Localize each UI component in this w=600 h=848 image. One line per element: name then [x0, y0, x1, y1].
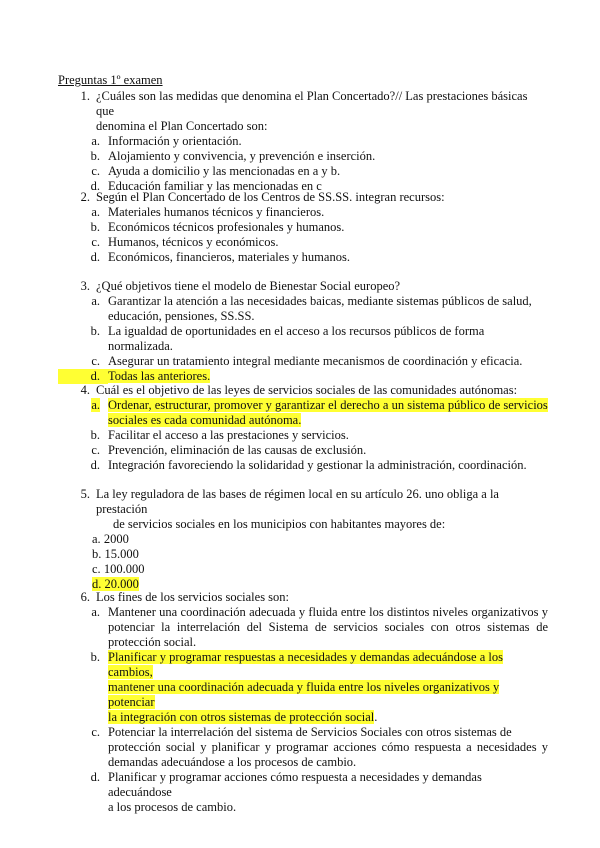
option-a: a. Materiales humanos técnicos y financieros. [91, 205, 325, 219]
option-d: d. Económicos, financieros, materiales y humanos. [90, 250, 350, 264]
question-text: Cuál es el objetivo de las leyes de servicios sociales de las comunidades autónomas: [96, 383, 518, 397]
option-d-highlighted: d. Todas las anteriores. [58, 369, 548, 384]
option-b: b. Económicos técnicos profesionales y humanos. [90, 220, 345, 234]
question-3 [58, 279, 548, 384]
option-b: b. La igualdad de oportunidades en el acceso a los recursos públicos de forma normalizada. [90, 324, 485, 353]
option-b: b. Facilitar el acceso a las prestaciones y servicios. [90, 428, 349, 442]
question-4 [58, 383, 548, 473]
question-text: ¿Qué objetivos tiene el modelo de Bienestar Social europeo? [96, 279, 401, 293]
option-c: c. Ayuda a domicilio y las mencionadas en a y b. [91, 164, 341, 178]
option-d: d. Integración favoreciendo la solidaridad y gestionar la administración, coordinación. [90, 458, 527, 472]
option-a: a. Información y orientación. [91, 134, 242, 148]
question-2 [58, 190, 548, 265]
question-number: 4. [80, 383, 90, 397]
option-a: a. Garantizar la atención a las necesidades baicas, mediante sistemas públicos de salud, educación, pensiones, SS.SS. [91, 294, 532, 323]
question-text: La ley reguladora de las bases de régimen local en su artículo 26. uno obliga a la prestación [96, 487, 499, 516]
question-text: denomina el Plan Concertado son: [96, 119, 268, 133]
option-c: c. Potenciar la interrelación del sistema de Servicios Sociales con otros sistemas de protección social y planificar y programar acciones cómo respuesta a necesidades y demandas adecuándose a los procesos de cambio. [91, 725, 548, 769]
option-a: a. Mantener una coordinación adecuada y fluida entre los distintos niveles organizativos y potenciar la interrelación del Sistema de servicios sociales con otros sistemas de protección social. [91, 605, 548, 649]
option-a-highlighted: a. Ordenar, estructurar, promover y garantizar el derecho a un sistema público de servicios sociales es cada comunidad autónoma. [91, 398, 548, 427]
option-b: b. 15.000 [92, 547, 139, 561]
option-b: b. Alojamiento y convivencia, y prevención e inserción. [90, 149, 376, 163]
question-text: ¿Cuáles son las medidas que denomina el Plan Concertado?// Las prestaciones básicas que [96, 89, 528, 118]
question-text: Según el Plan Concertado de los Centros de SS.SS. integran recursos: [96, 190, 445, 204]
page-title: Preguntas 1º examen [58, 73, 163, 87]
question-text: Los fines de los servicios sociales son: [96, 590, 290, 604]
question-1 [58, 89, 548, 194]
option-c: c. Humanos, técnicos y económicos. [91, 235, 279, 249]
question-number: 6. [80, 590, 90, 604]
question-number: 5. [80, 487, 90, 501]
question-6 [58, 590, 548, 815]
option-d-highlighted: d. 20.000 [92, 577, 139, 591]
option-d: d. Educación familiar y las mencionadas en c [90, 179, 322, 193]
option-b-highlighted: b. Planificar y programar respuestas a necesidades y demandas adecuándose a los cambios, mantener una coordinación adecuada y fluida entre los niveles organizativos y potenciar la integración con otros sistemas de protección social. [90, 650, 503, 724]
question-5 [58, 487, 548, 592]
option-c: c. Prevención, eliminación de las causas de exclusión. [91, 443, 367, 457]
option-c: c. 100.000 [92, 562, 145, 576]
question-number: 1. [80, 89, 90, 103]
question-text: de servicios sociales en los municipios con habitantes mayores de: [113, 517, 446, 531]
question-number: 2. [80, 190, 90, 204]
option-a: a. 2000 [92, 532, 129, 546]
question-number: 3. [80, 279, 90, 293]
option-c: c. Asegurar un tratamiento integral mediante mecanismos de coordinación y eficacia. [91, 354, 523, 368]
option-d: d. Planificar y programar acciones cómo respuesta a necesidades y demandas adecuándose a los procesos de cambio. [90, 770, 482, 814]
